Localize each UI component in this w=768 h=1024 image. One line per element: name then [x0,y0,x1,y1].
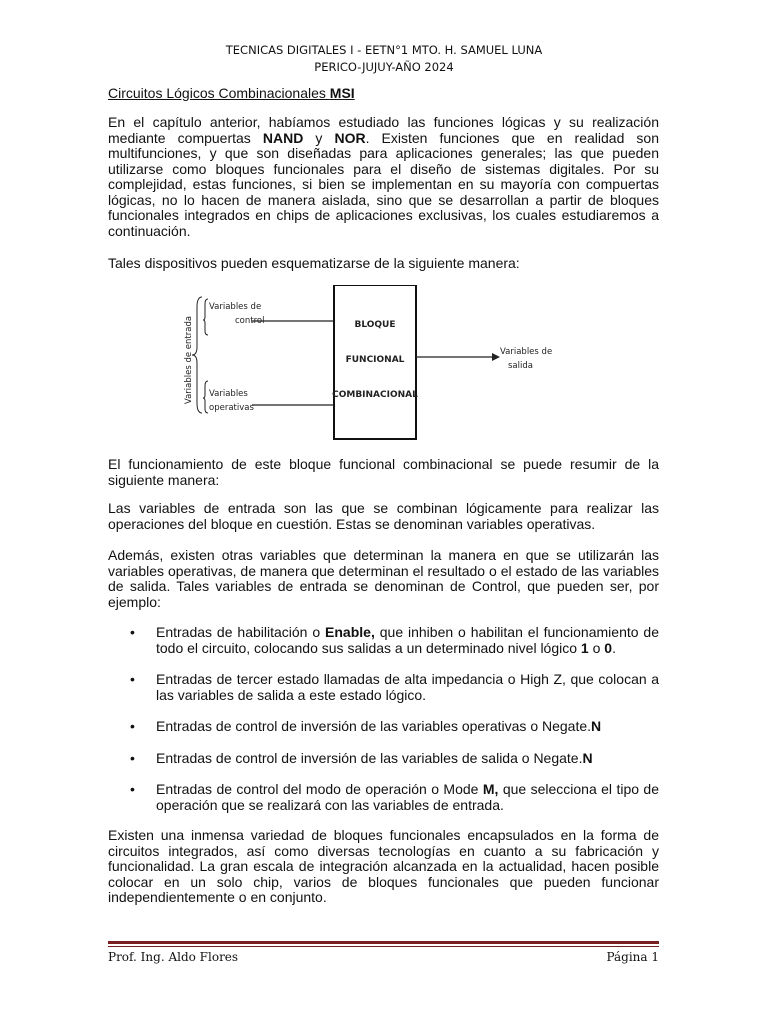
bullet-dot: • [130,671,135,687]
bullet-1-text-b: que inhiben o habilitan el funcionamiento de todo el circuito, colocando sus salidas a un determinado nivel lógico [156,624,659,656]
functional-block-diagram [178,285,558,445]
footer-rule-thick [108,941,659,944]
nor-keyword: NOR [334,129,366,146]
block-label-line1: BLOQUE [354,320,396,330]
bullet-2-text: Entradas de tercer estado llamadas de alta impedancia o High Z, que colocan a las variables de salida a este estado lógico. [156,671,659,703]
list-item [108,719,659,735]
paragraph-schema-intro: Tales dispositivos pueden esquematizarse de la siguiente manera: [108,255,520,271]
output-variables-line1: Variables de [500,347,553,357]
paragraph-intro-part1: En el capítulo anterior, habíamos estudiado las funciones lógicas y su realización mediante compuertas [108,114,659,146]
bullet-3-text: Entradas de control de inversión de las variables operativas o Negate. [156,718,592,734]
list-item [108,625,659,656]
input-variables-label: Variables de entrada [184,315,194,405]
list-item [108,672,659,703]
enable-keyword: Enable, [325,624,375,640]
footer-author: Prof. Ing. Aldo Flores [108,950,239,964]
negate-n-keyword: N [591,718,602,734]
logic-one: 1 [580,639,589,656]
negate-n-keyword: N [582,749,593,766]
bullet-1-text-a: Entradas de habilitación o [156,624,326,640]
section-title-text: Circuitos Lógicos Combinacionales [108,85,330,101]
output-arrowhead [492,353,500,361]
block-label-line2: FUNCIONAL [345,355,405,365]
paragraph-summary: El funcionamiento de este bloque funcional combinacional se puede resumir de la siguiente manera: [108,456,659,488]
paragraph-operative-variables: Las variables de entrada son las que se combinan lógicamente para realizar las operaciones del bloque en cuestión. Estas se denominan variables operativas. [108,500,659,532]
bullet-5-text-a: Entradas de control del modo de operación o Mode [156,781,483,797]
block-label-line3: COMBINACIONAL [332,390,418,400]
list-item [108,782,659,813]
footer-rule-thin [108,946,659,947]
bullet-dot: • [130,781,135,797]
paragraph-intro-part3: . Existen funciones que en realidad son multifunciones, y que son diseñadas para aplicaciones generales; las que pueden utilizarse como bloques funcionales para el diseño de sistemas digitales. Por su complejidad, estas funciones, si bien se implementan en su mayoría con compuertas lógicas, no lo hacen de manera aislada, sino que se desarrollan a partir de bloques funcionales integrados en chips de aplicaciones exclusivas, los cuales estudiaremos a continuación. [108,129,659,239]
section-title-bold: MSI [329,85,355,101]
nand-keyword: NAND [262,129,304,146]
paragraph-integration: Existen una inmensa variedad de bloques funcionales encapsulados en la forma de circuitos integrados, así como diversas tecnologías en cuanto a su fabricación y funcionalidad. La gran escala de integración alcanzada en la actualidad, hacen posible colocar en un solo chip, varios de bloques funcionales que pueden funcionar independientemente o en conjunto. [108,827,659,905]
bullet-dot: • [130,624,135,640]
bullet-dot: • [130,749,135,766]
bullet-1-text-d: . [612,639,616,656]
mode-m-keyword: M, [482,781,499,797]
control-brace [203,299,208,335]
page-header [0,42,768,76]
operative-brace [203,381,208,413]
bullet-1-text-c: o [588,639,605,656]
paragraph-intro-part2: y [303,129,335,146]
bullet-5-text-b: que selecciona el tipo de operación que se realizará con las variables de entrada. [156,781,659,813]
bullet-4-text: Entradas de control de inversión de las variables de salida o Negate. [156,749,583,766]
list-item [108,751,659,767]
control-variables-line1: Variables de [209,302,262,312]
section-title [108,85,355,101]
operative-variables-line2: operativas [209,403,254,413]
paragraph-intro [108,115,659,239]
header-line-1: TECNICAS DIGITALES I - EETN°1 MTO. H. SAMUEL LUNA [225,43,543,57]
control-inputs-list [108,625,659,829]
logic-zero: 0 [604,639,613,656]
operative-variables-line1: Variables [209,389,248,399]
bullet-dot: • [130,718,135,734]
paragraph-control-variables: Además, existen otras variables que determinan la manera en que se utilizarán las variables operativas, de manera que determinan el resultado o el estado de las variables de salida. Tales variables de entrada se denominan de Control, que pueden ser, por ejemplo: [108,547,659,610]
control-variables-line2: control [235,316,265,326]
header-line-2: PERICO-JUJUY-AÑO 2024 [314,60,454,74]
footer-page-number: Página 1 [606,950,659,964]
output-variables-line2: salida [508,361,533,371]
